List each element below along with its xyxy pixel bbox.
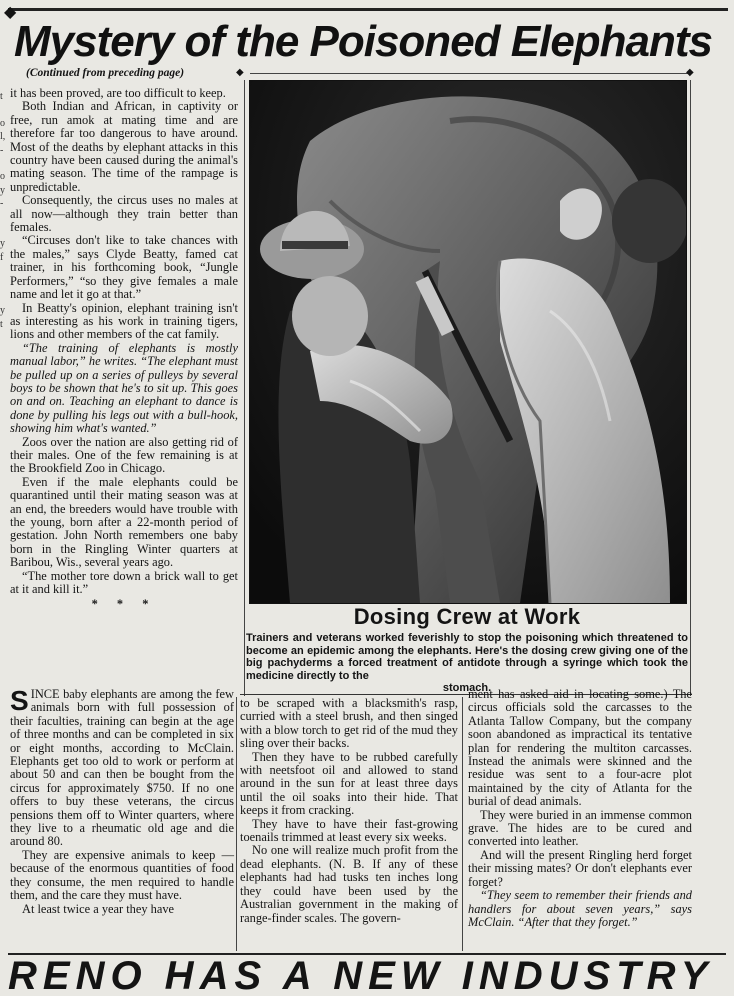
paragraph: Consequently, the circus uses no males at all now—although they train better than females. xyxy=(10,193,238,235)
quote-paragraph: “The training of elephants is mostly manual labor,” he writes. “The elephant must be pulled up on a series of pulleys by several boys to be shown that he's to sit up. This goes on and on. Teaching an elephant to dance is done by pulling his legs out with a bull-hook, showing him what's wanted.” xyxy=(10,340,238,436)
paragraph: No one will realize much profit from the dead elephants. (N. B. If any of these elephants had had tusks ten inches long they could have been used by the Australian government in the making of range-finder scales. The govern- xyxy=(240,843,458,925)
edge-glyph xyxy=(0,157,7,170)
caption-text-end: stomach. xyxy=(442,682,492,695)
paragraph: Even if the male elephants could be quarantined until their mating season was at an end, the breeders would have trouble with the young, born after a 22-month period of gestation. John North remembers one baby born in the Ringling Winter quarters at Baribou, Wis., several years ago. xyxy=(10,474,238,570)
quote-paragraph: “They seem to remember their friends and handlers for about seven years,” says McClain. “After that they forget.” xyxy=(468,888,692,929)
column-divider xyxy=(690,80,691,696)
continued-note: (Continued from preceding page) xyxy=(26,67,185,79)
caption-text: Trainers and veterans worked feverishly to stop the poisoning which threatened to become an epidemic among the elephants. Here's the dosing crew giving one of the big pachyderms a forced treatment of antidote through a syringe which took the medicine directly to the xyxy=(246,632,688,682)
column-divider xyxy=(462,697,463,951)
diamond-ornament-icon: ◆ xyxy=(686,67,694,78)
elephant-dosing-photo xyxy=(249,80,687,604)
paragraph: Both Indian and African, in captivity or free, run amok at mating time and are therefore far too dangerous to have around. Most of the deaths by elephant attacks in this country have been caused during the animal's mating season. The time of the rampage is unpredictable. xyxy=(10,99,238,194)
edge-glyph: y xyxy=(0,305,5,317)
edge-glyph: o xyxy=(0,171,5,183)
edge-glyph: - xyxy=(0,198,4,210)
photo-caption xyxy=(246,632,688,695)
photo-caption-title: Dosing Crew at Work xyxy=(353,604,581,629)
article-column-3 xyxy=(468,688,692,929)
edge-glyph: y xyxy=(0,184,5,196)
adjacent-page-edge xyxy=(0,90,7,331)
paragraph: it has been proved, are too difficult to keep. xyxy=(10,86,226,100)
edge-glyph: f xyxy=(0,251,4,263)
paragraph: to be scraped with a blacksmith's rasp, curried with a steel brush, and then singed with a blow torch to get rid of the mud they sling over their backs. xyxy=(240,696,458,751)
edge-glyph: y xyxy=(0,238,5,250)
paragraph: ment has asked aid in locating some.) The circus officials sold the carcasses to the Atlanta Tallow Company, but the company soon abandoned as impractical its tentative plan for rendering the multiton carcasses. Instead the animals were skinned and the residue was sent to a four-acre plot maintained by the city of Atlanta for the burial of dead animals. xyxy=(468,687,692,809)
drop-cap: S xyxy=(10,685,29,716)
column-divider xyxy=(244,80,245,696)
edge-glyph xyxy=(0,264,7,277)
edge-glyph: t xyxy=(0,318,3,330)
paragraph: They were buried in an immense common grave. The hides are to be cured and converted into leather. xyxy=(468,807,692,849)
article-column-2 xyxy=(240,697,458,925)
photo-image xyxy=(250,81,686,603)
edge-glyph: - xyxy=(0,144,4,156)
top-rule xyxy=(8,8,728,11)
edge-glyph: l, xyxy=(0,131,6,143)
paragraph: In Beatty's opinion, elephant training isn't as interesting as his work in training tigers, lions and other members of the cat family. xyxy=(10,300,238,342)
paragraph xyxy=(10,685,234,849)
section-break: * * * xyxy=(91,597,157,612)
edge-glyph: t xyxy=(0,91,3,102)
edge-glyph xyxy=(0,211,7,224)
paragraph: “Circuses don't like to take chances with the males,” says Clyde Beatty, famed cat trainer, in his forthcoming book, “Jungle Performers,” “so they give females a male name and let it go at that.” xyxy=(10,233,238,302)
continued-rule xyxy=(250,73,690,74)
paragraph: And will the present Ringling herd forget their missing mates? Or don't elephants ever forget? xyxy=(468,847,692,889)
paragraph: Zoos over the nation are also getting rid of their males. One of the few remaining is at the Brookfield Zoo in Chicago. xyxy=(10,434,238,476)
corner-ornament-icon: ◆ xyxy=(4,2,17,21)
edge-glyph xyxy=(0,277,7,290)
article-column-1-top xyxy=(10,87,238,614)
paragraph: They have to have their fast-growing toenails trimmed at least every six weeks. xyxy=(240,816,458,845)
paragraph: “The mother tore down a brick wall to get at it and kill it.” xyxy=(10,568,238,597)
next-headline-banner: RENO HAS A NEW INDUSTRY xyxy=(8,956,714,996)
paragraph: Then they have to be rubbed carefully with neetsfoot oil and allowed to stand around in the sun for at least three days until the oil soaks into their hide. That keeps it from cracking. xyxy=(240,749,458,818)
headline: Mystery of the Poisoned Elephants xyxy=(14,17,713,66)
paragraph-text: INCE baby elephants are among the few animals born with full possession of their faculties, training can begin at the age of three months and can be completed in six or eight months, according to McClain. Elephants get too old to work or perform at about 50 and can then be bought from the circus for approximately $750. If no one offers to buy these veterans, the circus pensions them off to Winter quarters, where they live to a rheumatic old age and die around 80. xyxy=(10,687,234,849)
article-column-1-bottom xyxy=(10,685,234,916)
edge-glyph xyxy=(0,103,7,116)
bottom-rule xyxy=(8,953,726,955)
edge-glyph xyxy=(0,224,7,237)
edge-glyph xyxy=(0,291,7,304)
column-divider xyxy=(236,697,237,951)
edge-glyph: o xyxy=(0,117,5,129)
paragraph: They are expensive animals to keep — because of the enormous quantities of food they consume, the men required to handle them, and the care they must have. xyxy=(10,847,234,903)
diamond-ornament-icon: ◆ xyxy=(236,67,244,78)
paragraph: At least twice a year they have xyxy=(22,901,175,916)
